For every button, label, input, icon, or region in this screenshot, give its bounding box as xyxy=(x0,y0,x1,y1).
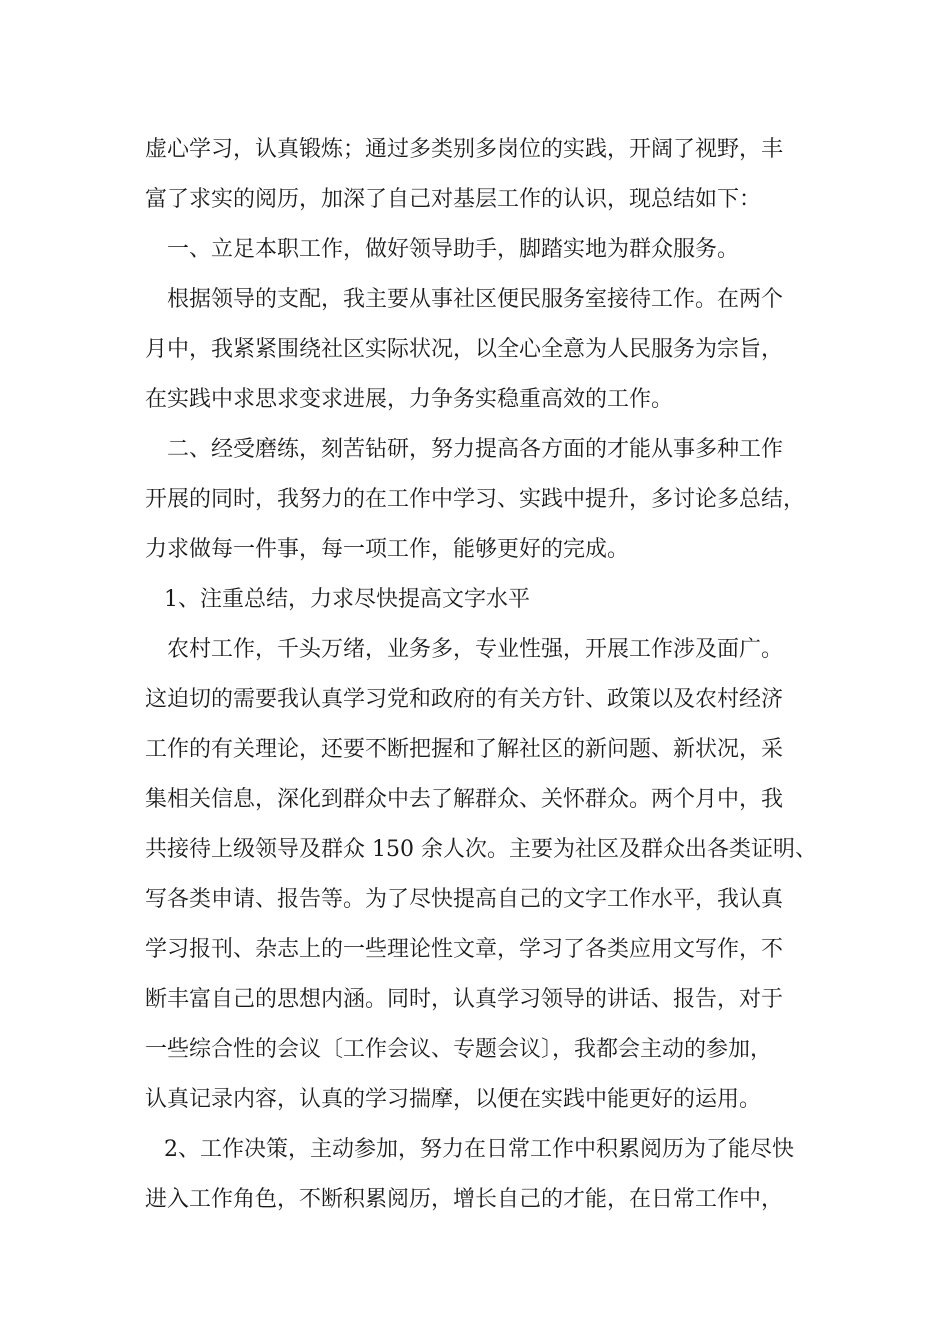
text-line: 进入工作角色，不断积累阅历，增长自己的才能，在日常工作中， xyxy=(145,1187,784,1212)
text-line: 开展的同时，我努力的在工作中学习、实践中提升，多讨论多总结， xyxy=(145,487,806,512)
text-line: 农村工作，千头万绪，业务多，专业性强，开展工作涉及面广。 xyxy=(167,637,784,662)
text-line: 力求做每一件事，每一项工作，能够更好的完成。 xyxy=(145,537,630,562)
section-heading: 二、经受磨练，刻苦钻研，努力提高各方面的才能从事多种工作 xyxy=(167,437,784,462)
text-line: 集相关信息，深化到群众中去了解群众、关怀群众。两个月中，我 xyxy=(145,787,784,812)
text-line: 虚心学习，认真锻炼；通过多类别多岗位的实践，开阔了视野，丰 xyxy=(145,137,784,162)
text-line: 共接待上级领导及群众 150 余人次。主要为社区及群众出各类证明、 xyxy=(145,837,817,862)
section-heading: 一、立足本职工作，做好领导助手，脚踏实地为群众服务。 xyxy=(167,237,740,262)
subsection-heading: 2、工作决策，主动参加，努力在日常工作中积累阅历为了能尽快 xyxy=(164,1137,794,1162)
text-line: 一些综合性的会议〔工作会议、专题会议〕，我都会主动的参加， xyxy=(145,1037,773,1062)
text-line: 学习报刊、杂志上的一些理论性文章，学习了各类应用文写作，不 xyxy=(145,937,784,962)
text-line: 这迫切的需要我认真学习党和政府的有关方针、政策以及农村经济 xyxy=(145,687,784,712)
text-line: 月中，我紧紧围绕社区实际状况，以全心全意为人民服务为宗旨， xyxy=(145,337,784,362)
subsection-heading: 1、注重总结，力求尽快提高文字水平 xyxy=(164,587,530,612)
text-line: 在实践中求思求变求进展，力争务实稳重高效的工作。 xyxy=(145,387,674,412)
text-line: 根据领导的支配，我主要从事社区便民服务室接待工作。在两个 xyxy=(167,287,784,312)
text-line: 富了求实的阅历，加深了自己对基层工作的认识，现总结如下： xyxy=(145,187,762,212)
text-line: 认真记录内容，认真的学习揣摩，以便在实践中能更好的运用。 xyxy=(145,1087,762,1112)
text-line: 断丰富自己的思想内涵。同时，认真学习领导的讲话、报告，对于 xyxy=(145,987,784,1012)
text-line: 工作的有关理论，还要不断把握和了解社区的新问题、新状况，采 xyxy=(145,737,784,762)
text-line: 写各类申请、报告等。为了尽快提高自己的文字工作水平，我认真 xyxy=(145,887,784,912)
